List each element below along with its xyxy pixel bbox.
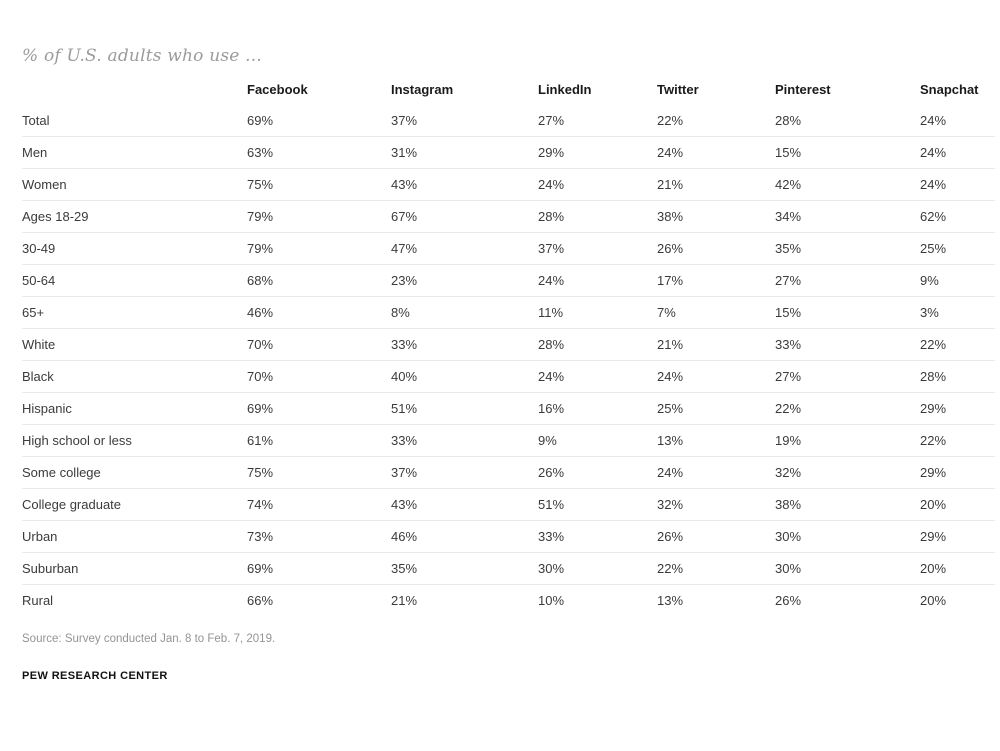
table-row [22, 425, 995, 457]
value-cell: 13% [657, 425, 775, 457]
value-cell: 21% [657, 329, 775, 361]
value-cell: 40% [391, 361, 538, 393]
value-cell: 25% [920, 233, 995, 265]
value-cell: 27% [538, 105, 657, 137]
value-cell: 42% [775, 169, 920, 201]
value-cell: 29% [538, 137, 657, 169]
chart-subtitle: % of U.S. adults who use ... [22, 46, 262, 66]
row-label: 30-49 [22, 233, 247, 265]
table-row [22, 489, 995, 521]
table-row [22, 361, 995, 393]
value-cell: 20% [920, 489, 995, 521]
column-header: Snapchat [920, 82, 979, 97]
value-cell: 63% [247, 137, 391, 169]
row-label: Hispanic [22, 393, 247, 425]
value-cell: 22% [775, 393, 920, 425]
value-cell: 61% [247, 425, 391, 457]
value-cell: 79% [247, 201, 391, 233]
value-cell: 70% [247, 329, 391, 361]
table-header-row [22, 74, 995, 105]
value-cell: 75% [247, 169, 391, 201]
table-row [22, 329, 995, 361]
value-cell: 51% [391, 393, 538, 425]
value-cell: 27% [775, 361, 920, 393]
value-cell: 24% [538, 265, 657, 297]
value-cell: 75% [247, 457, 391, 489]
value-cell: 22% [920, 329, 995, 361]
value-cell: 33% [391, 329, 538, 361]
value-cell: 32% [775, 457, 920, 489]
value-cell: 24% [657, 361, 775, 393]
column-header: Facebook [247, 82, 308, 97]
value-cell: 26% [538, 457, 657, 489]
value-cell: 51% [538, 489, 657, 521]
table-body [22, 105, 995, 616]
value-cell: 21% [657, 169, 775, 201]
value-cell: 15% [775, 137, 920, 169]
table-row [22, 393, 995, 425]
value-cell: 26% [657, 521, 775, 553]
value-cell: 34% [775, 201, 920, 233]
row-label: Total [22, 105, 247, 137]
table-row [22, 265, 995, 297]
column-header: LinkedIn [538, 82, 592, 97]
column-header: Pinterest [775, 82, 831, 97]
value-cell: 38% [775, 489, 920, 521]
value-cell: 13% [657, 593, 684, 608]
table-row [22, 137, 995, 169]
row-label: Rural [22, 593, 54, 608]
value-cell: 24% [920, 137, 995, 169]
value-cell: 9% [920, 265, 995, 297]
row-label: Urban [22, 521, 247, 553]
value-cell: 33% [391, 425, 538, 457]
row-label: College graduate [22, 489, 247, 521]
value-cell: 24% [920, 105, 995, 137]
table-row [22, 169, 995, 201]
value-cell: 33% [775, 329, 920, 361]
row-label: 65+ [22, 297, 247, 329]
value-cell: 35% [775, 233, 920, 265]
usage-table [22, 74, 995, 616]
value-cell: 32% [657, 489, 775, 521]
table-row [22, 585, 995, 617]
value-cell: 3% [920, 297, 995, 329]
value-cell: 11% [538, 297, 657, 329]
value-cell: 69% [247, 553, 391, 585]
table-row [22, 105, 995, 137]
row-label: Men [22, 137, 247, 169]
value-cell: 24% [538, 361, 657, 393]
column-header: Twitter [657, 82, 699, 97]
value-cell: 46% [391, 521, 538, 553]
value-cell: 15% [775, 297, 920, 329]
value-cell: 73% [247, 521, 391, 553]
value-cell: 22% [920, 425, 995, 457]
value-cell: 27% [775, 265, 920, 297]
row-label-header [22, 74, 247, 105]
value-cell: 79% [247, 233, 391, 265]
value-cell: 43% [391, 169, 538, 201]
value-cell: 24% [538, 169, 657, 201]
value-cell: 26% [657, 233, 775, 265]
value-cell: 70% [247, 361, 391, 393]
value-cell: 66% [247, 593, 274, 608]
table-row [22, 233, 995, 265]
value-cell: 46% [247, 297, 391, 329]
table-row [22, 521, 995, 553]
value-cell: 20% [920, 593, 947, 608]
value-cell: 29% [920, 521, 995, 553]
value-cell: 17% [657, 265, 775, 297]
value-cell: 22% [657, 105, 775, 137]
table-row [22, 201, 995, 233]
value-cell: 24% [920, 169, 995, 201]
value-cell: 26% [775, 593, 802, 608]
value-cell: 69% [247, 393, 391, 425]
value-cell: 28% [538, 329, 657, 361]
value-cell: 29% [920, 457, 995, 489]
value-cell: 24% [657, 457, 775, 489]
value-cell: 19% [775, 425, 920, 457]
value-cell: 23% [391, 265, 538, 297]
value-cell: 25% [657, 393, 775, 425]
row-label: Ages 18-29 [22, 201, 247, 233]
value-cell: 35% [391, 553, 538, 585]
value-cell: 30% [775, 521, 920, 553]
value-cell: 21% [391, 593, 418, 608]
value-cell: 33% [538, 521, 657, 553]
value-cell: 69% [247, 105, 391, 137]
value-cell: 30% [775, 553, 920, 585]
value-cell: 38% [657, 201, 775, 233]
value-cell: 22% [657, 553, 775, 585]
table-row [22, 457, 995, 489]
value-cell: 24% [657, 137, 775, 169]
value-cell: 28% [538, 201, 657, 233]
value-cell: 20% [920, 553, 995, 585]
value-cell: 16% [538, 393, 657, 425]
value-cell: 37% [538, 233, 657, 265]
table-row [22, 297, 995, 329]
value-cell: 28% [920, 361, 995, 393]
row-label: White [22, 329, 247, 361]
value-cell: 68% [247, 265, 391, 297]
table-row [22, 553, 995, 585]
source-note: Source: Survey conducted Jan. 8 to Feb. 7, 2019. [22, 633, 276, 645]
value-cell: 62% [920, 201, 995, 233]
row-label: 50-64 [22, 265, 247, 297]
row-label: Suburban [22, 553, 247, 585]
value-cell: 37% [391, 105, 538, 137]
row-label: Some college [22, 457, 247, 489]
row-label: Black [22, 361, 247, 393]
value-cell: 31% [391, 137, 538, 169]
value-cell: 67% [391, 201, 538, 233]
value-cell: 30% [538, 553, 657, 585]
value-cell: 43% [391, 489, 538, 521]
value-cell: 47% [391, 233, 538, 265]
column-header: Instagram [391, 82, 454, 97]
value-cell: 10% [538, 593, 565, 608]
brand-label: PEW RESEARCH CENTER [22, 670, 168, 682]
row-label: High school or less [22, 425, 247, 457]
row-label: Women [22, 169, 247, 201]
value-cell: 8% [391, 297, 538, 329]
value-cell: 29% [920, 393, 995, 425]
value-cell: 28% [775, 105, 920, 137]
value-cell: 37% [391, 457, 538, 489]
value-cell: 7% [657, 297, 775, 329]
value-cell: 9% [538, 425, 657, 457]
value-cell: 74% [247, 489, 391, 521]
